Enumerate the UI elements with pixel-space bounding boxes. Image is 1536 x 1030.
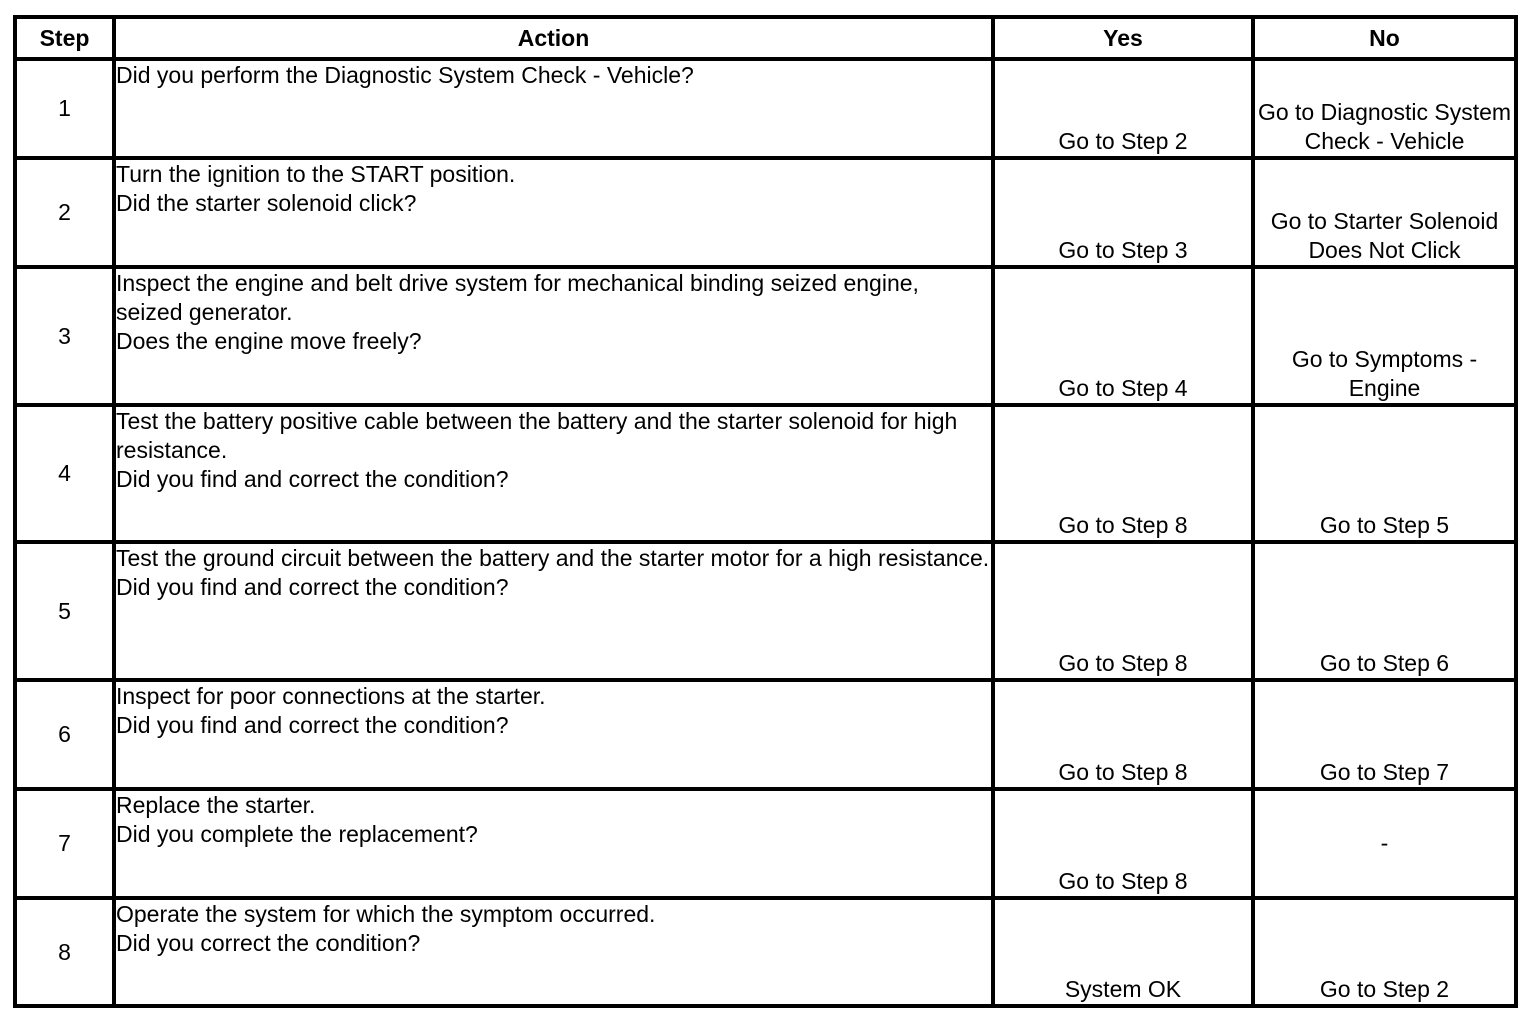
no-result: Go to Step 2 — [1253, 898, 1516, 1006]
yes-result: System OK — [993, 898, 1253, 1006]
yes-result: Go to Step 8 — [993, 405, 1253, 542]
action-instruction: Inspect for poor connections at the starter. — [116, 683, 546, 709]
no-result: Go to Starter Solenoid Does Not Click — [1253, 158, 1516, 267]
step-number: 2 — [15, 158, 114, 267]
action-instruction: Inspect the engine and belt drive system for mechanical binding seized engine, seized generator. — [116, 270, 919, 325]
step-number: 4 — [15, 405, 114, 542]
action-instruction: Replace the starter. — [116, 792, 316, 818]
no-result: Go to Step 6 — [1253, 542, 1516, 680]
table-row — [15, 405, 1516, 542]
yes-result: Go to Step 8 — [993, 680, 1253, 789]
yes-result: Go to Step 4 — [993, 267, 1253, 405]
table-row — [15, 59, 1516, 158]
no-result: - — [1253, 789, 1516, 898]
header-row — [15, 17, 1516, 59]
table-row — [15, 680, 1516, 789]
action-cell — [114, 158, 993, 267]
action-cell — [114, 267, 993, 405]
header-no: No — [1253, 17, 1516, 59]
action-cell — [114, 789, 993, 898]
action-cell — [114, 680, 993, 789]
action-question: Did you complete the replacement? — [116, 821, 478, 847]
yes-result: Go to Step 8 — [993, 789, 1253, 898]
no-result: Go to Step 5 — [1253, 405, 1516, 542]
step-number: 5 — [15, 542, 114, 680]
yes-result: Go to Step 3 — [993, 158, 1253, 267]
step-number: 1 — [15, 59, 114, 158]
step-number: 3 — [15, 267, 114, 405]
yes-result: Go to Step 2 — [993, 59, 1253, 158]
action-question: Did the starter solenoid click? — [116, 190, 417, 216]
action-cell — [114, 542, 993, 680]
no-result: Go to Symptoms - Engine — [1253, 267, 1516, 405]
table-row — [15, 542, 1516, 680]
action-instruction: Test the battery positive cable between the battery and the starter solenoid for high resistance. — [116, 408, 958, 463]
action-question: Did you find and correct the condition? — [116, 574, 509, 600]
action-instruction: Operate the system for which the symptom occurred. — [116, 901, 656, 927]
table-row — [15, 267, 1516, 405]
header-step: Step — [15, 17, 114, 59]
step-number: 6 — [15, 680, 114, 789]
action-cell — [114, 405, 993, 542]
header-yes: Yes — [993, 17, 1253, 59]
step-number: 8 — [15, 898, 114, 1006]
no-result: Go to Diagnostic System Check - Vehicle — [1253, 59, 1516, 158]
action-instruction: Turn the ignition to the START position. — [116, 161, 516, 187]
action-instruction: Did you perform the Diagnostic System Check - Vehicle? — [116, 62, 694, 88]
action-question: Did you find and correct the condition? — [116, 466, 509, 492]
action-question: Did you correct the condition? — [116, 930, 421, 956]
diagnostic-table — [13, 15, 1518, 1008]
action-question: Does the engine move freely? — [116, 328, 422, 354]
action-instruction: Test the ground circuit between the battery and the starter motor for a high resistance. — [116, 545, 990, 571]
action-cell — [114, 898, 993, 1006]
table-row — [15, 158, 1516, 267]
yes-result: Go to Step 8 — [993, 542, 1253, 680]
action-question: Did you find and correct the condition? — [116, 712, 509, 738]
table-row — [15, 789, 1516, 898]
action-cell — [114, 59, 993, 158]
header-action: Action — [114, 17, 993, 59]
step-number: 7 — [15, 789, 114, 898]
table-row — [15, 898, 1516, 1006]
no-result: Go to Step 7 — [1253, 680, 1516, 789]
